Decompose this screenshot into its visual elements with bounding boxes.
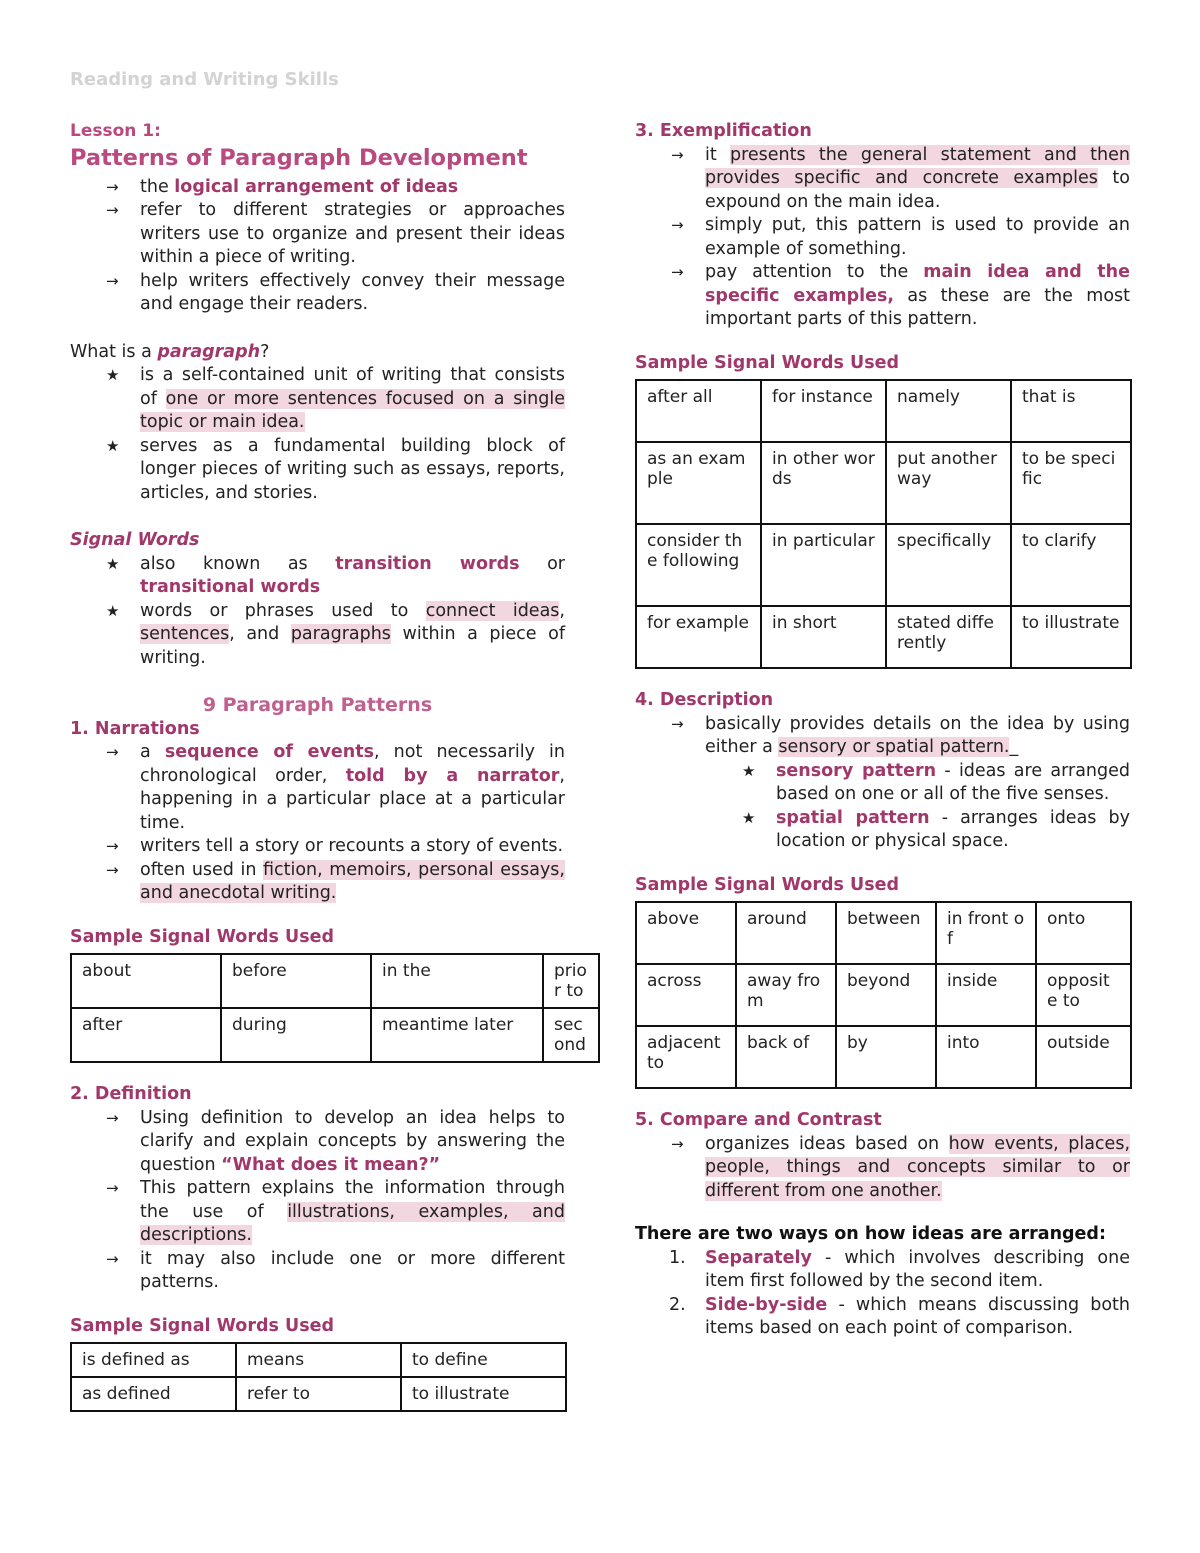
text: it bbox=[705, 144, 730, 165]
table-row bbox=[71, 1377, 566, 1411]
compare-heading: 5. Compare and Contrast bbox=[635, 1110, 882, 1130]
highlight: how events, places, people, things and concepts similar to or different from one another. bbox=[705, 1133, 1131, 1201]
item-number: 1. bbox=[669, 1247, 686, 1268]
text: - ideas are arranged based on one or all of the five senses. bbox=[776, 760, 1130, 804]
keyword: main idea and the specific examples, bbox=[705, 262, 1130, 306]
highlight: sentences bbox=[140, 624, 230, 644]
table-row bbox=[636, 902, 1131, 964]
highlight: paragraphs bbox=[290, 624, 391, 644]
list-item: → refer to different strategies or approaches writers use to organize and present their ideas within a piece of writing. bbox=[140, 199, 565, 270]
q-post: ? bbox=[260, 341, 270, 362]
sample-signal-heading: Sample Signal Words Used bbox=[70, 926, 335, 947]
text: pay attention to the bbox=[705, 262, 924, 282]
table-cell: above bbox=[636, 902, 736, 964]
highlight: presents the general statement and then provides specific and concrete examples bbox=[705, 144, 1130, 188]
description-sublist bbox=[635, 760, 1130, 854]
keyword: sensory pattern bbox=[776, 760, 937, 781]
list-item bbox=[705, 713, 1130, 760]
exemplification-list bbox=[635, 144, 1130, 332]
list-item bbox=[140, 553, 565, 600]
table-cell: that is bbox=[1011, 380, 1131, 442]
list-item bbox=[140, 176, 565, 200]
definition-signal-table bbox=[70, 1342, 567, 1412]
exemplification-signal-table bbox=[635, 379, 1132, 669]
highlight: connect ideas bbox=[425, 600, 560, 621]
highlight: illustrations, examples, and descriptions. bbox=[140, 1201, 565, 1245]
table-cell: meantime later bbox=[371, 1008, 543, 1062]
table-cell: prior to bbox=[543, 954, 599, 1008]
list-item bbox=[776, 760, 1130, 807]
item-number: 2. bbox=[669, 1294, 686, 1315]
paragraph-list bbox=[70, 364, 565, 505]
patterns-heading: 9 Paragraph Patterns bbox=[202, 694, 433, 716]
table-cell: namely bbox=[886, 380, 1011, 442]
text: also known as bbox=[140, 553, 336, 574]
text: This pattern explains the information through the use of bbox=[140, 1178, 565, 1222]
text: - which means discussing both items based on each point of comparison. bbox=[705, 1294, 1130, 1338]
text: _ bbox=[1009, 737, 1019, 757]
table-cell: inside bbox=[936, 964, 1036, 1026]
description-list bbox=[635, 713, 1130, 760]
table-cell: between bbox=[836, 902, 936, 964]
sample-signal-heading: Sample Signal Words Used bbox=[635, 874, 900, 895]
list-item: → simply put, this pattern is used to provide an example of something. bbox=[705, 214, 1130, 261]
highlight: sensory or spatial pattern. bbox=[778, 737, 1010, 757]
list-item bbox=[140, 1107, 565, 1178]
table-row bbox=[636, 1026, 1131, 1088]
keyword: Side-by-side bbox=[705, 1294, 828, 1315]
table-cell: back of bbox=[736, 1026, 836, 1088]
description-heading: 4. Description bbox=[635, 690, 774, 710]
table-cell: in particular bbox=[761, 524, 886, 606]
highlight: one or more sentences focused on a single topic or main idea. bbox=[140, 388, 565, 432]
text: , happening in a particular place at a particular time. bbox=[140, 765, 565, 833]
table-cell: by bbox=[836, 1026, 936, 1088]
list-item: → writers tell a story or recounts a story of events. bbox=[140, 835, 565, 859]
table-cell: as defined bbox=[71, 1377, 236, 1411]
lesson-title: Patterns of Paragraph Development bbox=[70, 144, 528, 171]
table-cell: to illustrate bbox=[1011, 606, 1131, 668]
text: , and bbox=[229, 624, 291, 644]
table-row bbox=[636, 380, 1131, 442]
text: as these are the most important parts of this pattern. bbox=[705, 285, 1131, 329]
table-cell: beyond bbox=[836, 964, 936, 1026]
compare-list bbox=[635, 1133, 1130, 1204]
definition-heading: 2. Definition bbox=[70, 1084, 192, 1104]
table-cell: is defined as bbox=[71, 1343, 236, 1377]
text: - which involves describing one item first followed by the second item. bbox=[705, 1247, 1130, 1291]
keyword: transition words bbox=[335, 553, 520, 574]
ways-list bbox=[635, 1247, 1130, 1341]
text: organizes ideas based on bbox=[705, 1133, 949, 1154]
table-cell: onto bbox=[1036, 902, 1131, 964]
list-item: → help writers effectively convey their message and engage their readers. bbox=[140, 270, 565, 317]
table-cell: into bbox=[936, 1026, 1036, 1088]
table-cell: away from bbox=[736, 964, 836, 1026]
keyword: “What does it mean?” bbox=[221, 1154, 441, 1175]
ways-heading: There are two ways on how ideas are arranged: bbox=[635, 1224, 1106, 1244]
table-cell: in other words bbox=[761, 442, 886, 524]
table-row bbox=[636, 964, 1131, 1026]
keyword: sequence of events bbox=[164, 742, 374, 762]
list-item bbox=[140, 1177, 565, 1248]
q-pre: What is a bbox=[70, 341, 158, 362]
table-cell: to illustrate bbox=[401, 1377, 566, 1411]
list-item bbox=[140, 859, 565, 906]
table-cell: to clarify bbox=[1011, 524, 1131, 606]
intro-list bbox=[70, 176, 565, 317]
table-cell: before bbox=[221, 954, 371, 1008]
narrations-signal-table bbox=[70, 953, 600, 1063]
lesson-label: Lesson 1: bbox=[70, 121, 161, 141]
q-word: paragraph bbox=[157, 341, 261, 362]
text: , bbox=[559, 600, 565, 621]
signal-words-heading: Signal Words bbox=[70, 530, 200, 550]
list-item bbox=[140, 741, 565, 835]
table-row bbox=[71, 954, 599, 1008]
table-cell: for example bbox=[636, 606, 761, 668]
keyword: transitional words bbox=[140, 577, 321, 597]
table-row bbox=[636, 442, 1131, 524]
left-column bbox=[70, 120, 587, 1412]
text: often used in bbox=[140, 859, 263, 880]
keyword: Separately bbox=[705, 1247, 812, 1268]
text: is a self-contained unit of writing that consists of bbox=[140, 365, 565, 409]
text: or bbox=[519, 553, 565, 574]
list-item bbox=[669, 1294, 1130, 1341]
table-cell: put another way bbox=[886, 442, 1011, 524]
intro-keyword: logical arrangement of ideas bbox=[174, 176, 459, 197]
list-item bbox=[669, 1247, 1130, 1294]
list-item bbox=[140, 364, 565, 435]
sample-signal-heading: Sample Signal Words Used bbox=[70, 1315, 335, 1336]
text: a bbox=[140, 742, 165, 762]
list-item bbox=[705, 261, 1130, 332]
description-signal-table bbox=[635, 901, 1132, 1089]
table-cell: as an example bbox=[636, 442, 761, 524]
table-cell: specifically bbox=[886, 524, 1011, 606]
text: , not necessarily in chronological order, bbox=[140, 742, 565, 786]
paragraph-question bbox=[70, 341, 565, 365]
narrations-list bbox=[70, 741, 565, 906]
table-cell: to define bbox=[401, 1343, 566, 1377]
table-cell: about bbox=[71, 954, 221, 1008]
table-cell: around bbox=[736, 902, 836, 964]
table-cell: in front of bbox=[936, 902, 1036, 964]
table-cell: stated differently bbox=[886, 606, 1011, 668]
text: within a piece of writing. bbox=[140, 624, 565, 668]
text: to expound on the main idea. bbox=[705, 168, 1130, 212]
intro-text: the bbox=[140, 176, 175, 197]
narrations-heading: 1. Narrations bbox=[70, 718, 200, 739]
table-cell: adjacent to bbox=[636, 1026, 736, 1088]
table-cell: for instance bbox=[761, 380, 886, 442]
sample-signal-heading: Sample Signal Words Used bbox=[635, 352, 900, 373]
highlight: fiction, memoirs, personal essays, and anecdotal writing. bbox=[140, 859, 565, 903]
signal-list bbox=[70, 553, 565, 671]
list-item: → it may also include one or more different patterns. bbox=[140, 1248, 565, 1295]
list-item bbox=[140, 600, 565, 671]
exemplification-heading: 3. Exemplification bbox=[635, 121, 812, 141]
table-row bbox=[636, 606, 1131, 668]
document-header: Reading and Writing Skills bbox=[70, 69, 339, 90]
list-item bbox=[776, 807, 1130, 854]
definition-list bbox=[70, 1107, 565, 1295]
list-item: ★ serves as a fundamental building block of longer pieces of writing such as essays, reports, articles, and stories. bbox=[140, 435, 565, 506]
list-item bbox=[705, 1133, 1130, 1204]
right-column bbox=[635, 120, 1130, 1341]
text: - arranges ideas by location or physical space. bbox=[776, 807, 1130, 851]
table-cell: during bbox=[221, 1008, 371, 1062]
table-cell: consider the following bbox=[636, 524, 761, 606]
table-cell: outside bbox=[1036, 1026, 1131, 1088]
list-item bbox=[705, 144, 1130, 215]
table-row bbox=[71, 1008, 599, 1062]
text: Using definition to develop an idea helps to clarify and explain concepts by answering the question bbox=[140, 1107, 565, 1175]
table-cell: in short bbox=[761, 606, 886, 668]
keyword: spatial pattern bbox=[776, 807, 930, 828]
table-cell: after bbox=[71, 1008, 221, 1062]
table-row bbox=[71, 1343, 566, 1377]
table-cell: in the bbox=[371, 954, 543, 1008]
table-cell: opposite to bbox=[1036, 964, 1131, 1026]
table-cell: second bbox=[543, 1008, 599, 1062]
table-cell: across bbox=[636, 964, 736, 1026]
table-cell: refer to bbox=[236, 1377, 401, 1411]
table-cell: after all bbox=[636, 380, 761, 442]
keyword: told by a narrator bbox=[345, 765, 560, 786]
text: words or phrases used to bbox=[140, 600, 426, 621]
table-cell: means bbox=[236, 1343, 401, 1377]
text: basically provides details on the idea by using either a bbox=[705, 713, 1130, 757]
table-row bbox=[636, 524, 1131, 606]
table-cell: to be specific bbox=[1011, 442, 1131, 524]
